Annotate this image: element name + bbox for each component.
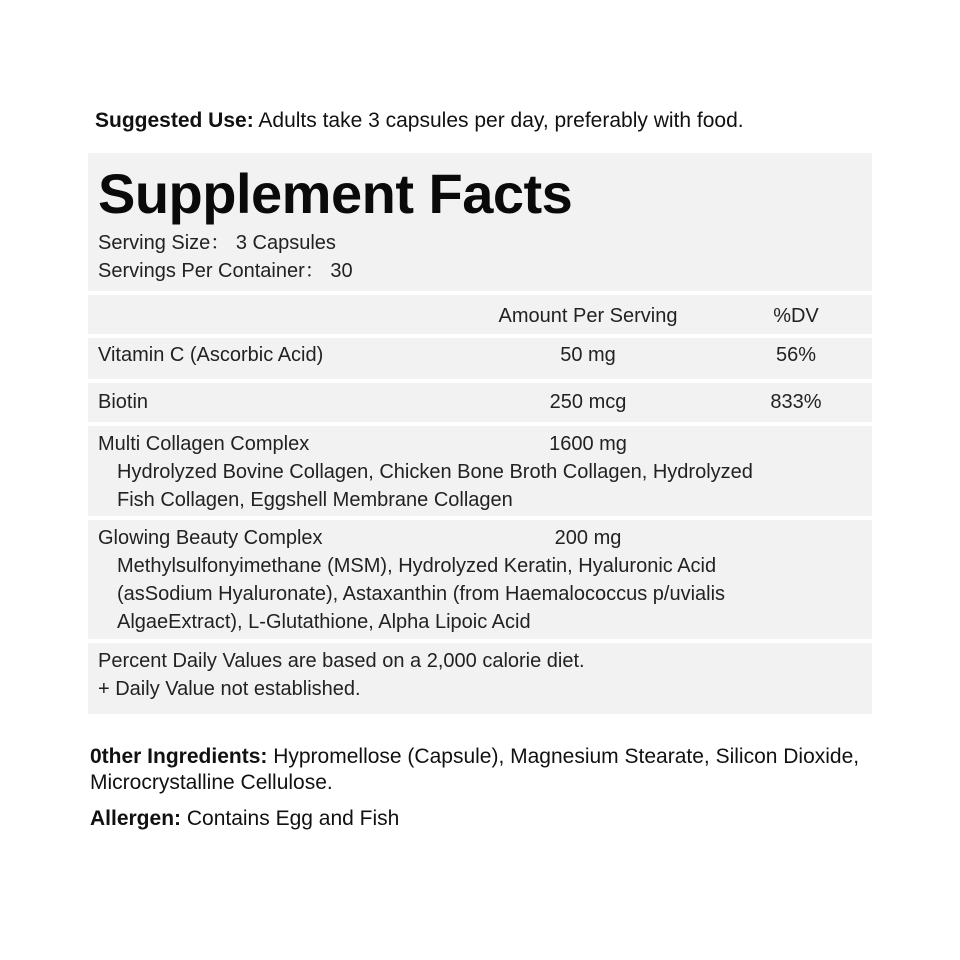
nutrient-name: Multi Collagen Complex [98, 433, 310, 455]
nutrient-amount: 200 mg [554, 527, 622, 549]
nutrient-amount: 50 mg [560, 344, 616, 366]
divider [88, 516, 872, 520]
header-amount-per-serving: Amount Per Serving [498, 305, 678, 327]
divider [88, 334, 872, 338]
suggested-use-label: Suggested Use: [95, 109, 254, 132]
suggested-use [95, 108, 744, 134]
nutrient-name: Vitamin C (Ascorbic Acid) [98, 344, 324, 366]
nutrient-name: Glowing Beauty Complex [98, 527, 323, 549]
other-ingredients-label: 0ther Ingredients: [90, 745, 268, 768]
other-ingredients [90, 744, 870, 796]
nutrient-name: Biotin [98, 391, 149, 413]
supplement-facts-title: Supplement Facts [98, 162, 573, 225]
supplement-facts-panel [88, 153, 872, 714]
nutrient-dv: 56% [775, 344, 817, 366]
footnote: Percent Daily Values are based on a 2,000 calorie diet. [98, 650, 585, 672]
divider [88, 379, 872, 383]
nutrient-amount: 1600 mg [549, 433, 627, 455]
divider [88, 639, 872, 643]
divider [88, 422, 872, 426]
suggested-use-text: Adults take 3 capsules per day, preferably with food. [253, 109, 744, 132]
header-percent-dv: %DV [773, 305, 819, 327]
ingredient-sub-line: AlgaeExtract), L-Glutathione, Alpha Lipoic Acid [117, 611, 531, 633]
divider [88, 291, 872, 295]
servings-per-container: Servings Per Container： 30 [98, 260, 353, 282]
other-ingredients-text: Hypromellose (Capsule), Magnesium Stearate, Silicon Dioxide, Microcrystalline Cellulose. [90, 745, 860, 794]
nutrient-amount: 250 mcg [549, 391, 627, 413]
allergen-label: Allergen: [90, 807, 182, 830]
allergen [90, 806, 399, 832]
footnote: + Daily Value not established. [98, 678, 361, 700]
allergen-text: Contains Egg and Fish [181, 807, 400, 830]
ingredient-sub-line: Methylsulfonyimethane (MSM), Hydrolyzed Keratin, Hyaluronic Acid [117, 555, 717, 577]
ingredient-sub-line: Hydrolyzed Bovine Collagen, Chicken Bone Broth Collagen, Hydrolyzed [117, 461, 753, 483]
serving-size: Serving Size： 3 Capsules [98, 232, 336, 254]
ingredient-sub-line: Fish Collagen, Eggshell Membrane Collagen [117, 489, 513, 511]
ingredient-sub-line: (asSodium Hyaluronate), Astaxanthin (from Haemalococcus p/uvialis [117, 583, 726, 605]
nutrient-dv: 833% [770, 391, 822, 413]
